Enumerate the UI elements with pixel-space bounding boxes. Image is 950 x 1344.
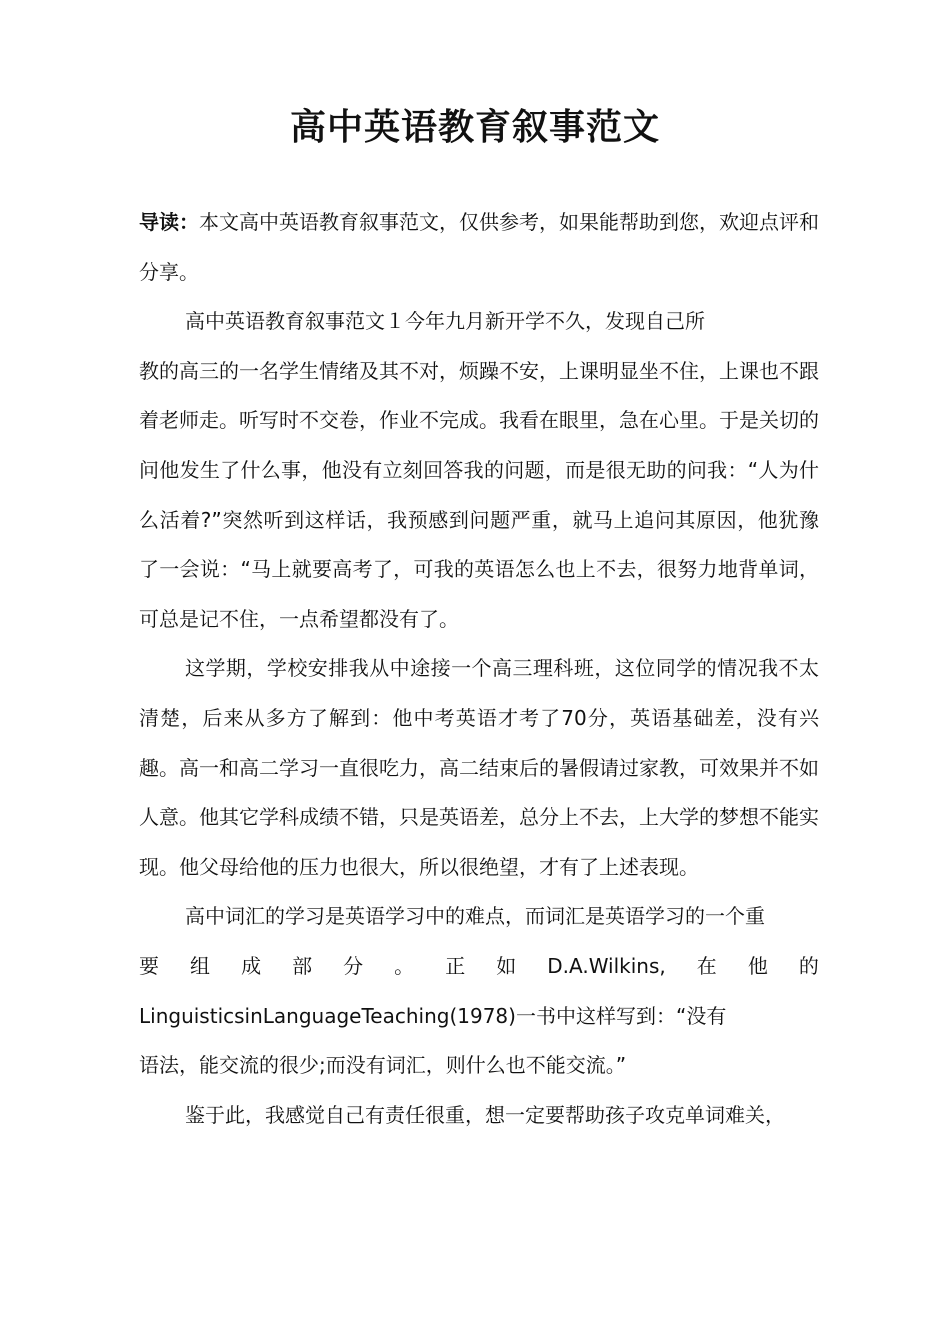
document-body (139, 198, 819, 1140)
line-2-token: 如 (496, 953, 517, 978)
paragraph-3-line-1: 高中词汇的学习是英语学习中的难点，而词汇是英语学习的一个重 (185, 904, 765, 929)
intro-label: 导读： (139, 210, 199, 234)
document-title: 高中英语教育叙事范文 (289, 107, 660, 148)
line-2-token: 成 (241, 953, 262, 978)
line-2-token: 他 (747, 953, 768, 978)
paragraph-1-rest: 教的高三的一名学生情绪及其不对，烦躁不安，上课明显坐不住，上课也不跟着老师走。听写时不交卷，作业不完成。我看在眼里，急在心里。于是关切的问他发生了什么事，他没有立刻回答我的问题，而是很无助的问我：“人为什么活着?”突然听到这样话，我预感到问题严重，就马上追问其原因，他犹豫了一会说：“马上就要高考了，可我的英语怎么也上不去，很努力地背单词，可总是记不住，一点希望都没有了。 (139, 358, 819, 631)
paragraph-3-line-2 (139, 942, 819, 992)
line-2-token: D.A.Wilkins, (547, 953, 666, 978)
line-2-token: 的 (798, 953, 819, 978)
intro-text: 本文高中英语教育叙事范文，仅供参考，如果能帮助到您，欢迎点评和分享。 (139, 210, 819, 284)
intro-paragraph (139, 198, 819, 297)
paragraph-3-line-3: LinguisticsinLanguageTeaching(1978)一书中这样写到：“没有 (139, 1003, 727, 1028)
line-2-token: 要 (139, 953, 159, 978)
paragraph-1-first-line: 高中英语教育叙事范文１今年九月新开学不久，发现自己所 (185, 309, 705, 334)
paragraph-3-line-4: 语法，能交流的很少;而没有词汇，则什么也不能交流。” (139, 1053, 627, 1078)
line-2-token: 部 (292, 953, 313, 978)
paragraph-4 (139, 1091, 819, 1141)
line-2-token: 分 (343, 953, 364, 978)
paragraph-1 (139, 297, 819, 644)
paragraph-4-line-1: 鉴于此，我感觉自己有责任很重，想一定要帮助孩子攻克单词难关， (185, 1102, 785, 1127)
paragraph-3 (139, 892, 819, 1090)
line-2-token: 在 (696, 953, 717, 978)
line-2-token: 。 (394, 953, 415, 978)
line-2-token: 正 (445, 953, 466, 978)
paragraph-2: 这学期，学校安排我从中途接一个高三理科班，这位同学的情况我不太清楚，后来从多方了解到：他中考英语才考了70分，英语基础差，没有兴趣。高一和高二学习一直很吃力，高二结束后的暑假请过家教，可效果并不如人意。他其它学科成绩不错，只是英语差，总分上不去，上大学的梦想不能实现。他父母给他的压力也很大，所以很绝望，才有了上述表现。 (139, 656, 819, 879)
line-2-token: 组 (190, 953, 211, 978)
